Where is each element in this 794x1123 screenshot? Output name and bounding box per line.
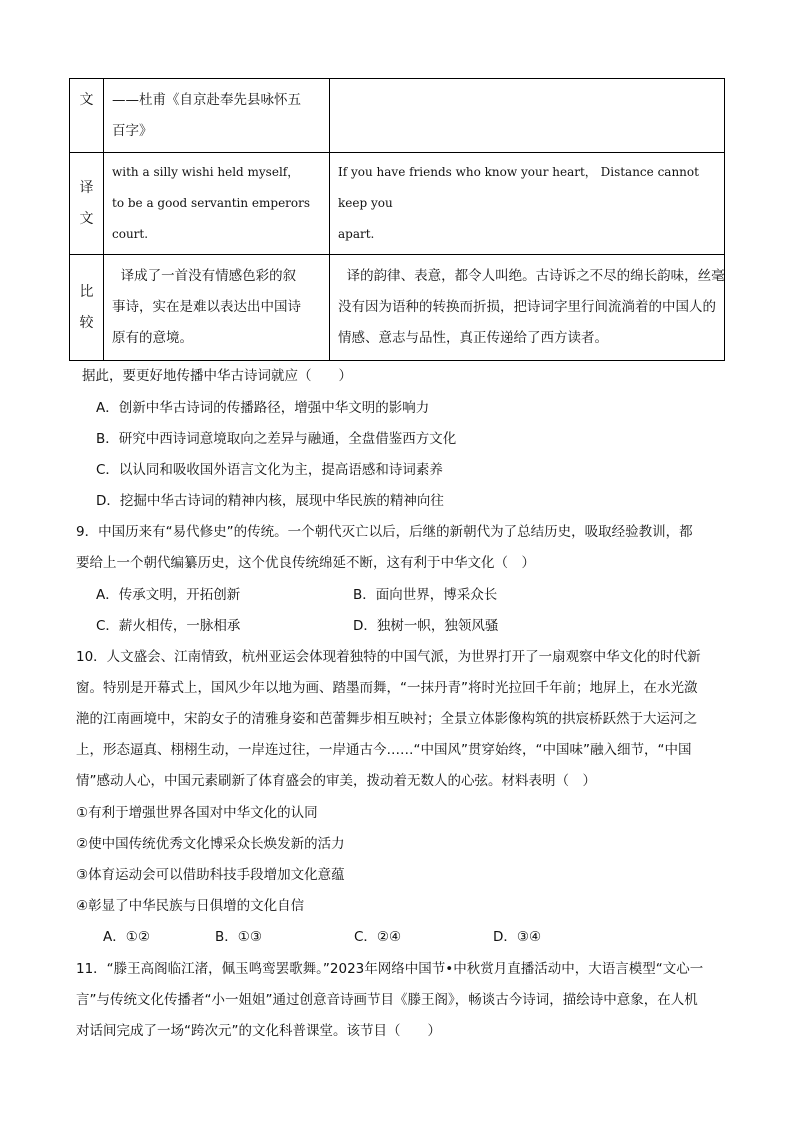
- comparison-table: [69, 78, 725, 361]
- question-stem: 滟的江南画境中，宋韵女子的清雅身姿和芭蕾舞步相互映衬；全景立体影像构筑的拱宸桥跃然于大运河之: [76, 711, 697, 727]
- option-d: D．挖掘中华古诗词的精神内核，展现中华民族的精神向往: [96, 493, 444, 509]
- question-stem: 言”与传统文化传播者“小一姐姐”通过创意音诗画节目《滕王阁》，畅谈古今诗词，描绘诗中意象，在人机: [76, 992, 698, 1008]
- statement-item: ①有利于增强世界各国对中华文化的认同: [76, 805, 318, 821]
- cell-line: ——杜甫《自京赴奉先县咏怀五: [112, 92, 301, 108]
- cell-line: with a silly wishi held myself，: [112, 165, 300, 179]
- row-label-text: 较: [79, 314, 94, 331]
- question-stem: 窗。特别是开幕式上，国风少年以地为画、踏墨而舞，“一抹丹青”将时光拉回千年前；地屏上，在水光潋: [76, 680, 698, 696]
- cell-line: If you have friends who know your heart， Distance cannot keep you: [338, 165, 699, 210]
- row-label: [70, 79, 104, 153]
- option-c: C．②④: [354, 929, 402, 945]
- table-row: [70, 153, 725, 255]
- question-stem: 9．中国历来有“易代修史”的传统。一个朝代灭亡以后，后继的新朝代为了总结历史，吸取经验教训，都: [76, 524, 693, 540]
- option-a: A．①②: [103, 929, 150, 945]
- table-row: [70, 255, 725, 361]
- option-d: D．独树一帜，独领风骚: [353, 618, 499, 634]
- option-d: D．③④: [493, 929, 542, 945]
- option-a: A．传承文明，开拓创新: [96, 587, 241, 603]
- question-stem: 要给上一个朝代编纂历史，这个优良传统绵延不断，这有利于中华文化（ ）: [76, 555, 535, 571]
- question-stem: 10．人文盛会、江南情致，杭州亚运会体现着独特的中国气派，为世界打开了一扇观察中华文化的时代新: [76, 649, 701, 665]
- option-c: C．以认同和吸收国外语言文化为主，提高语感和诗词素养: [96, 462, 443, 478]
- cell-line: 译的韵律、表意，都令人叫绝。古诗诉之不尽的绵长韵味，丝毫: [338, 268, 725, 284]
- row-label: [70, 255, 104, 361]
- table-cell: [330, 255, 725, 361]
- table-cell: [104, 79, 330, 153]
- cell-line: 没有因为语种的转换而折损，把诗词字里行间流淌着的中国人的: [338, 299, 716, 315]
- cell-line: 事诗，实在是难以表达出中国诗: [112, 299, 301, 315]
- table-cell: [330, 79, 725, 153]
- question-stem: 据此，要更好地传播中华古诗词就应（ ）: [82, 368, 352, 384]
- statement-item: ③体育运动会可以借助科技手段增加文化意蕴: [76, 867, 345, 883]
- statement-item: ②使中国传统优秀文化博采众长焕发新的活力: [76, 836, 345, 852]
- cell-line: 译成了一首没有情感色彩的叙: [112, 268, 297, 284]
- table-cell: [104, 255, 330, 361]
- option-b: B．研究中西诗词意境取向之差异与融通，全盘借鉴西方文化: [96, 431, 457, 447]
- row-label: [70, 153, 104, 255]
- cell-line: 原有的意境。: [112, 330, 193, 346]
- question-stem: 11．“滕王高阁临江渚，佩玉鸣鸾罢歌舞。”2023年网络中国节•中秋赏月直播活动中，大语言模型“文心一: [76, 961, 704, 977]
- cell-line: to be a good servantin emperors: [112, 196, 311, 210]
- option-a: A．创新中华古诗词的传播路径，增强中华文明的影响力: [96, 400, 430, 416]
- statement-item: ④彰显了中华民族与日俱增的文化自信: [76, 898, 305, 914]
- question-stem: 上，形态逼真、栩栩生动，一岸连过往，一岸通古今……“中国风”贯穿始终，“中国味”融入细节，“中国: [76, 742, 692, 758]
- option-b: B．①③: [215, 929, 262, 945]
- cell-line: apart.: [338, 227, 375, 241]
- option-b: B．面向世界，博采众长: [353, 587, 498, 603]
- option-c: C．薪火相传，一脉相承: [96, 618, 241, 634]
- table-cell: [330, 153, 725, 255]
- question-stem: 对话间完成了一场“跨次元”的文化科普课堂。该节目（ ）: [76, 1023, 441, 1039]
- cell-line: court.: [112, 227, 149, 241]
- question-stem: 情”感动人心，中国元素刷新了体育盛会的审美，拨动着无数人的心弦。材料表明（ ）: [76, 773, 596, 789]
- table-row: [70, 79, 725, 153]
- row-label-text: 译: [79, 179, 94, 196]
- cell-line: 情感、意志与品性，真正传递给了西方读者。: [338, 330, 608, 346]
- cell-line: 百字》: [112, 123, 153, 139]
- row-label-text: 比: [79, 283, 94, 300]
- table-cell: [104, 153, 330, 255]
- row-label-text: 文: [79, 210, 94, 227]
- row-label-text: 文: [79, 92, 94, 108]
